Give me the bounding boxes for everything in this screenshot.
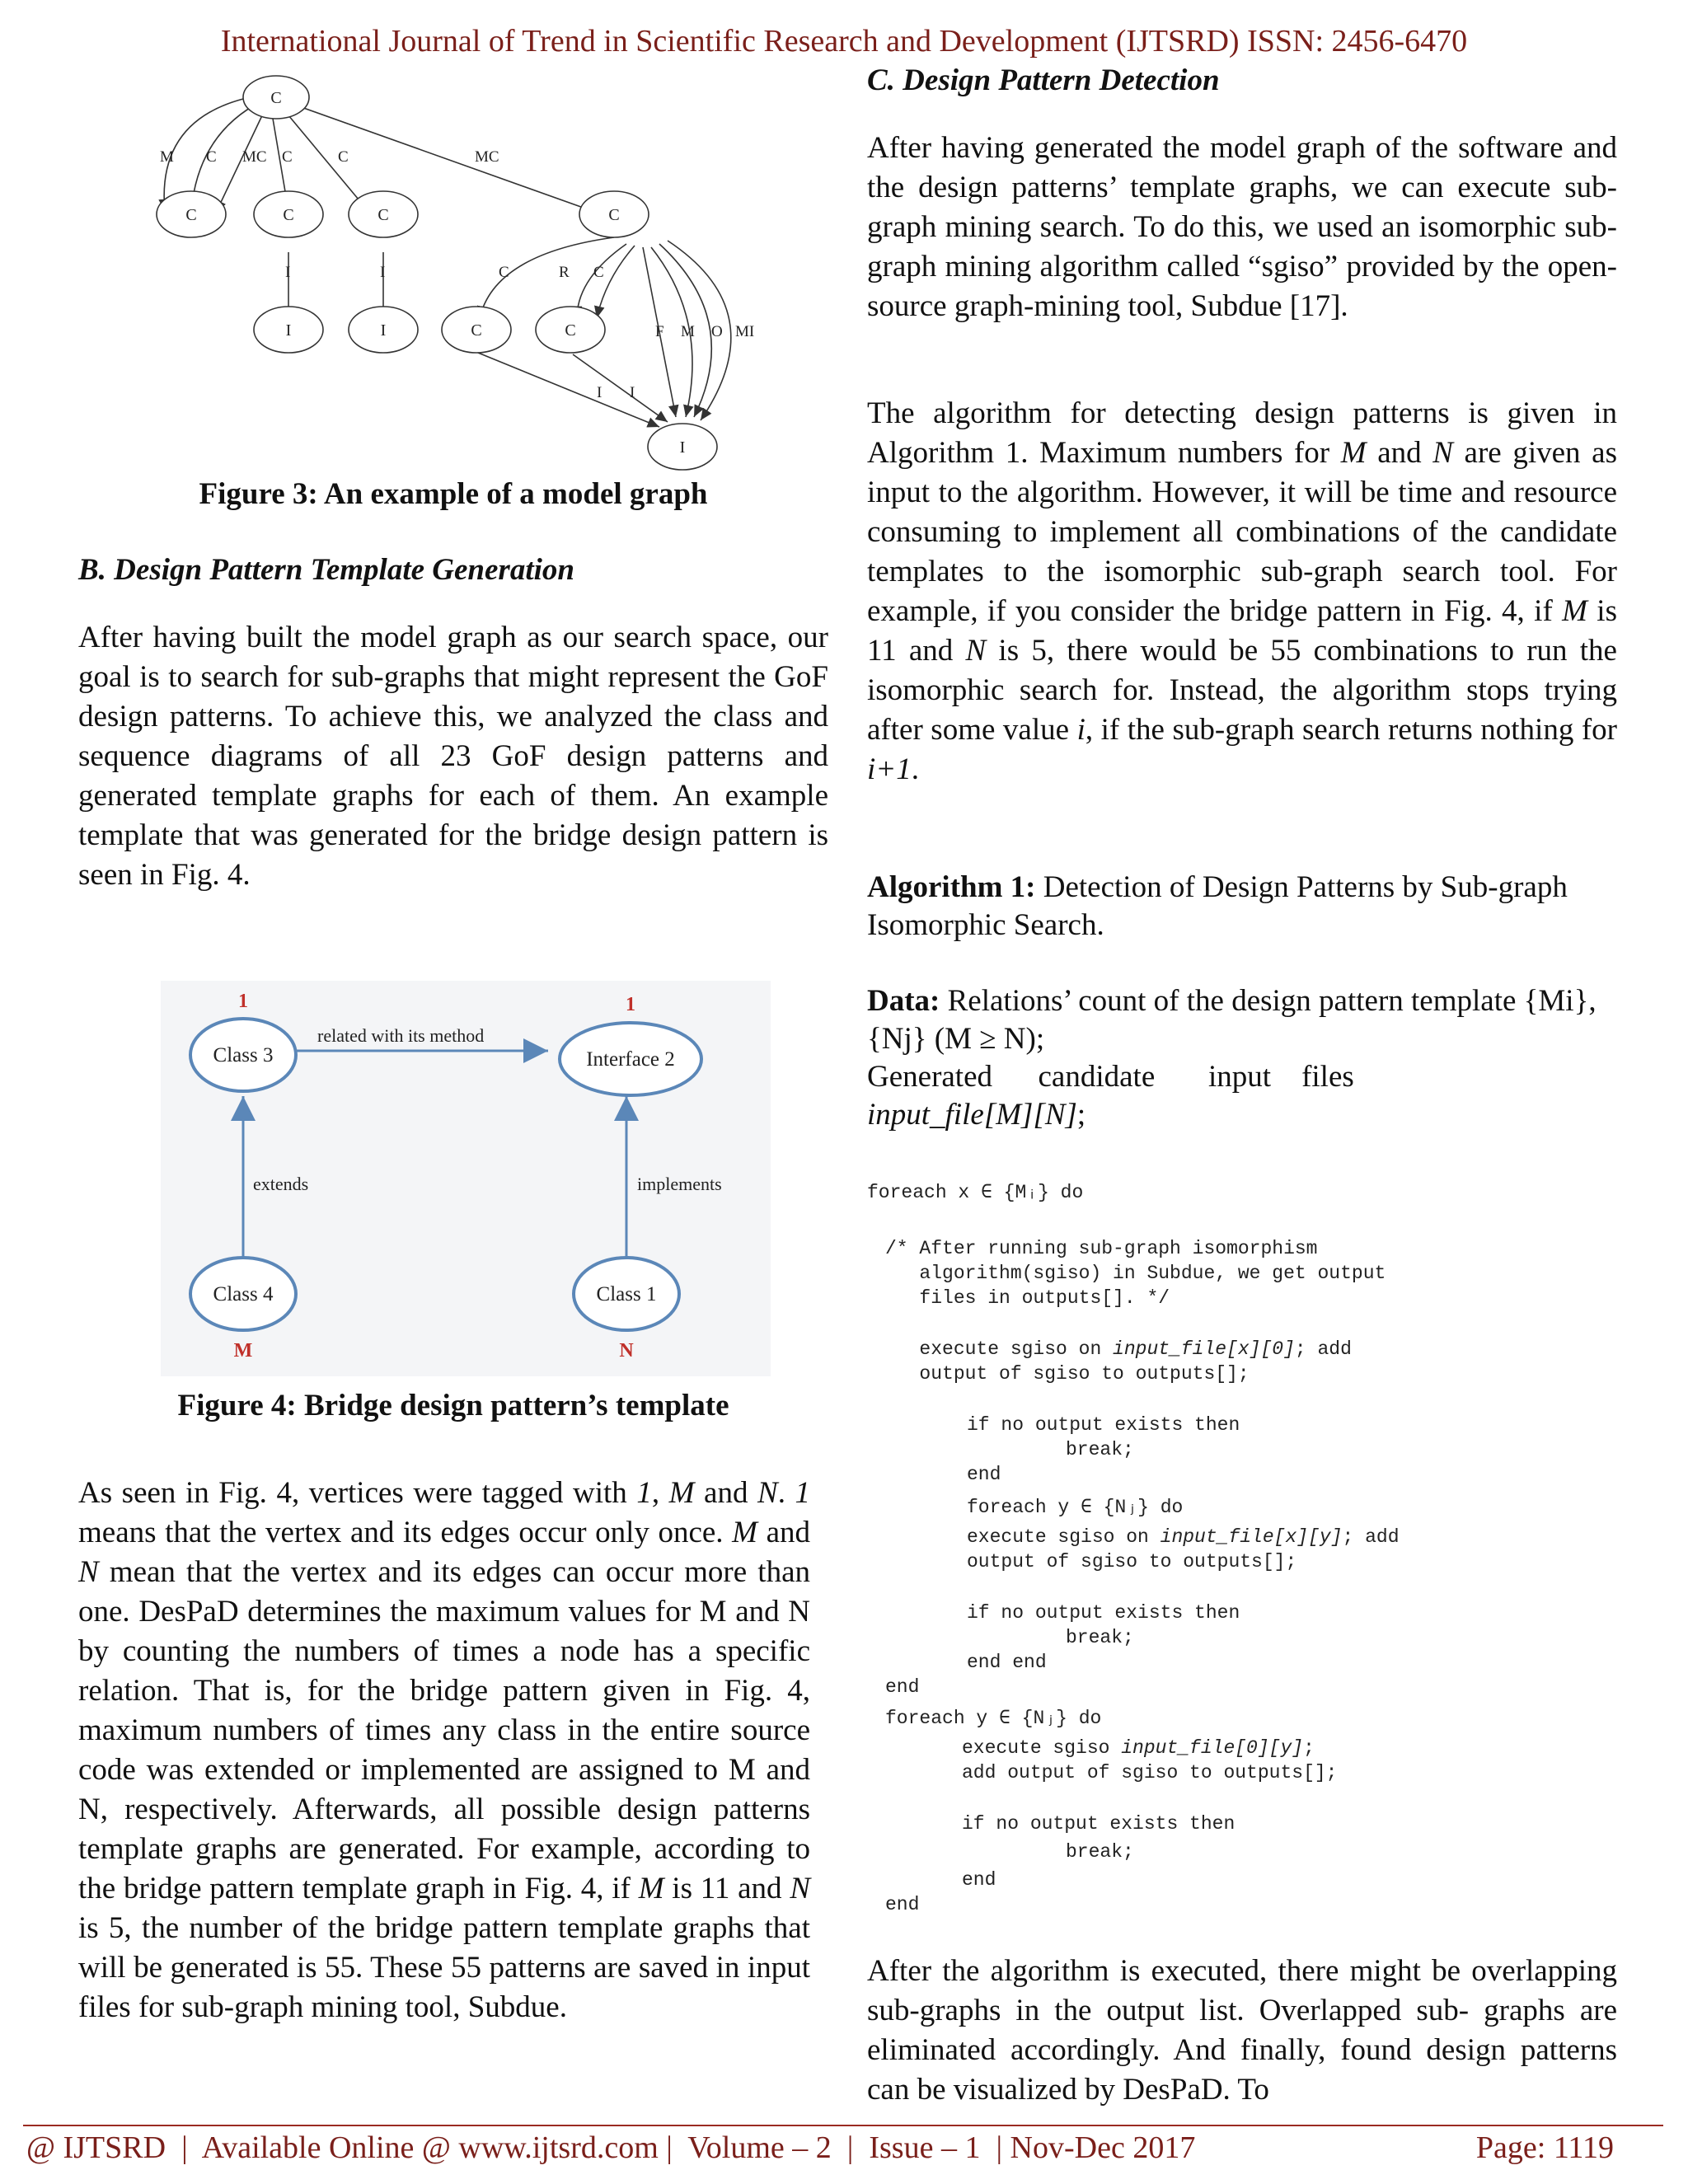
section-c-paragraph-2 xyxy=(867,394,1617,790)
variable: M xyxy=(1562,594,1587,628)
input-file: input_file[M][N] xyxy=(867,1098,1077,1132)
code-line: end xyxy=(885,1676,920,1698)
variable: i xyxy=(1076,713,1085,747)
variable: N xyxy=(965,634,987,668)
code-line: end xyxy=(962,1869,996,1891)
fig3-node: C xyxy=(377,206,389,224)
text-run: . xyxy=(911,752,919,786)
code-line: files in outputs[]. */ xyxy=(885,1287,1170,1309)
footer-info: @ IJTSRD | Available Online @ www.ijtsrd.com | Volume – 2 | Issue – 1 | Nov-Dec 2017 xyxy=(26,2130,1196,2165)
code-line: /* After running sub-graph isomorphism xyxy=(885,1238,1318,1259)
variable: M xyxy=(732,1516,757,1549)
text-run: As seen in Fig. 4, vertices were tagged with xyxy=(78,1476,637,1510)
code-run: execute sgiso on xyxy=(885,1338,1114,1360)
fig3-edge-label: C xyxy=(338,148,349,166)
text-run: is 5, the number of the bridge pattern template graphs that will be generated is 55. These 55 patterns are saved in input files for sub-graph mining tool, Subdue. xyxy=(78,1911,810,2024)
code-run: ; add xyxy=(1294,1338,1352,1360)
code-run: ; xyxy=(1303,1737,1315,1759)
fig3-node: C xyxy=(471,321,482,340)
text-run: , xyxy=(651,1476,669,1510)
fig3-edge-label: I xyxy=(380,264,386,281)
fig3-edge-label: C xyxy=(282,148,293,166)
algorithm-title-text: Detection of Design Patterns by Sub-graph Isomorphic Search. xyxy=(867,870,1568,942)
code-run: execute sgiso on xyxy=(967,1526,1160,1548)
code-line: end xyxy=(885,1894,920,1915)
fig4-multiplicity: 1 xyxy=(238,991,248,1012)
footer-rule xyxy=(23,2125,1663,2126)
variable: M xyxy=(668,1476,695,1510)
text-run: is 11 and xyxy=(867,594,1617,668)
figure3-model-graph xyxy=(148,73,775,478)
fig4-multiplicity: M xyxy=(233,1340,253,1361)
section-b-paragraph-1: After having built the model graph as our search space, our goal is to search for sub-graphs that might represent the GoF design patterns. To achieve this, we analyzed the class and sequence diagrams of all 23 GoF design patterns and generated template graphs for each of them. An example template that was generated for the bridge design pattern is seen in Fig. 4. xyxy=(78,621,828,892)
text-run: . xyxy=(777,1476,795,1510)
fig3-edge-label: O xyxy=(711,323,723,340)
fig3-edge-label: I xyxy=(285,264,291,281)
page-number: Page: 1119 xyxy=(1475,2130,1614,2165)
fig3-edge-label: M xyxy=(681,323,695,340)
fig3-edge-label: MC xyxy=(242,148,267,166)
code-run: input_file[x][0] xyxy=(1113,1338,1295,1360)
code-line: if no output exists then xyxy=(962,1813,1236,1835)
fig3-edge-label: MI xyxy=(735,323,755,340)
code-line: end xyxy=(967,1464,1001,1485)
code-run: input_file[0][y] xyxy=(1121,1737,1304,1759)
fig4-multiplicity: N xyxy=(619,1340,634,1361)
variable: N xyxy=(757,1476,778,1510)
code-run: ; add xyxy=(1342,1526,1400,1548)
fig4-multiplicity: 1 xyxy=(626,994,635,1015)
fig3-node: C xyxy=(608,206,620,224)
text-run: and xyxy=(757,1516,810,1549)
section-c-paragraph-1: After having generated the model graph of the software and the design patterns’ template graphs, we can execute sub-graph mining search. To do this, we used an isomorphic sub-graph mining algorithm called “sgiso” provided by the open-source graph-mining tool, Subdue [17]. xyxy=(867,131,1617,323)
code-line: foreach x ∈ {Mᵢ} do xyxy=(867,1182,1084,1203)
fig4-edge-label: extends xyxy=(253,1174,309,1194)
code-line: output of sgiso to outputs[]; xyxy=(967,1551,1297,1572)
data-text: Relations’ count of the design pattern template {Mi}, {Nj} (M ≥ N); xyxy=(867,984,1597,1056)
code-line: end end xyxy=(967,1652,1047,1673)
variable: N xyxy=(78,1555,99,1589)
code-run: execute sgiso xyxy=(962,1737,1122,1759)
fig3-edge-label: I xyxy=(597,384,603,401)
fig3-node: I xyxy=(285,321,292,340)
figure3-caption: Figure 3: An example of a model graph xyxy=(199,477,708,511)
text-run: , if the sub-graph search returns nothing for xyxy=(1085,713,1617,747)
fig3-edge-label: C xyxy=(499,264,509,281)
section-b-paragraph-2 xyxy=(78,1474,810,2027)
figure4-caption: Figure 4: Bridge design pattern’s template xyxy=(177,1389,729,1422)
code-line: break; xyxy=(1066,1439,1134,1460)
journal-header: International Journal of Trend in Scientific Research and Development (IJTSRD) ISSN: 2456-6470 xyxy=(220,24,1468,59)
code-line: if no output exists then xyxy=(967,1414,1240,1436)
text-run: are given as input to the algorithm. However, it will be time and resource consuming to implement all combinations of the candidate templates to the isomorphic sub-graph search tool. For example, if you consider the bridge pattern in Fig. 4, if xyxy=(867,436,1617,628)
variable: i+1 xyxy=(867,752,912,786)
text-run: The algorithm for detecting design patterns is given in Algorithm 1. Maximum numbers for xyxy=(867,396,1617,470)
fig4-edge-label: related with its method xyxy=(317,1025,485,1046)
fig4-node-class4: Class 4 xyxy=(213,1283,274,1305)
section-c-heading: C. Design Pattern Detection xyxy=(867,63,1220,97)
variable: N xyxy=(790,1872,810,1905)
code-run: input_file[x][y] xyxy=(1160,1526,1343,1548)
text-run: and xyxy=(1366,436,1433,470)
code-line xyxy=(885,1337,1352,1361)
fig4-node-class1: Class 1 xyxy=(596,1283,657,1305)
code-line xyxy=(962,1736,1315,1760)
fig4-edge-label: implements xyxy=(637,1174,722,1194)
variable: M xyxy=(1340,436,1367,470)
code-line xyxy=(967,1525,1400,1549)
variable: 1 xyxy=(795,1476,810,1510)
code-line: algorithm(sgiso) in Subdue, we get output xyxy=(885,1263,1386,1284)
fig3-edge-label: C xyxy=(206,148,217,166)
text-run: ; xyxy=(1076,1098,1086,1132)
code-line: add output of sgiso to outputs[]; xyxy=(962,1762,1338,1783)
section-b-heading: B. Design Pattern Template Generation xyxy=(78,553,574,587)
text-run: means that the vertex and its edges occur only once. xyxy=(78,1516,733,1549)
fig3-node: C xyxy=(565,321,576,340)
text-run: is 11 and xyxy=(663,1872,790,1905)
code-line: break; xyxy=(1066,1841,1134,1863)
fig3-edge-label: F xyxy=(655,323,664,340)
text-run: mean that the vertex and its edges can occur more than one. DesPaD determines the maximum values for M and N by counting the numbers of times a node has a specific relation. That is, for the bridge pattern given in Fig. 4, maximum numbers of times any class in the entire source code was extended or implemented are assigned to M and N, respectively. Afterwards, all possible design patterns template graphs are generated. For example, according to the bridge pattern template graph in Fig. 4, if xyxy=(78,1555,810,1905)
section-c-paragraph-3: After the algorithm is executed, there might be overlapping sub-graphs in the output list. Overlapped sub- graphs are eliminated accordingly. And finally, found design patterns can be visualized by DesPaD. To xyxy=(867,1954,1617,2107)
figure4-bridge-template xyxy=(161,981,771,1376)
text-run: is 5, there would be 55 combinations to run the isomorphic search for. Instead, the algorithm stops trying after some value xyxy=(867,634,1617,747)
fig3-node: C xyxy=(283,206,294,224)
code-line: foreach y ∈ {Nⱼ} do xyxy=(885,1708,1102,1729)
fig3-node: C xyxy=(185,206,197,224)
algorithm-generated: Generated candidate input files xyxy=(867,1060,1354,1094)
code-line: break; xyxy=(1066,1627,1134,1648)
variable: 1 xyxy=(636,1476,652,1510)
fig3-node: I xyxy=(380,321,387,340)
fig4-node-class3: Class 3 xyxy=(213,1044,274,1066)
code-line: if no output exists then xyxy=(967,1602,1240,1624)
fig3-edge-label: C xyxy=(593,264,604,281)
fig3-edge-label: MC xyxy=(475,148,499,166)
variable: N xyxy=(1432,436,1453,470)
variable: M xyxy=(638,1872,664,1905)
fig4-node-interface2: Interface 2 xyxy=(586,1048,675,1071)
algorithm-title xyxy=(867,869,1617,944)
code-line: foreach y ∈ {Nⱼ} do xyxy=(967,1497,1184,1518)
algorithm-input-file xyxy=(867,1096,1617,1134)
data-label: Data: xyxy=(867,984,940,1018)
fig3-edge-label: I xyxy=(630,384,635,401)
text-run: and xyxy=(694,1476,757,1510)
algorithm-data xyxy=(867,982,1617,1058)
algorithm-label: Algorithm 1: xyxy=(867,870,1036,904)
fig3-node: C xyxy=(270,89,282,107)
fig3-edge-label: M xyxy=(160,148,174,166)
fig3-node: I xyxy=(679,438,686,457)
code-line: output of sgiso to outputs[]; xyxy=(885,1363,1250,1385)
fig3-edge-label: R xyxy=(559,264,570,281)
